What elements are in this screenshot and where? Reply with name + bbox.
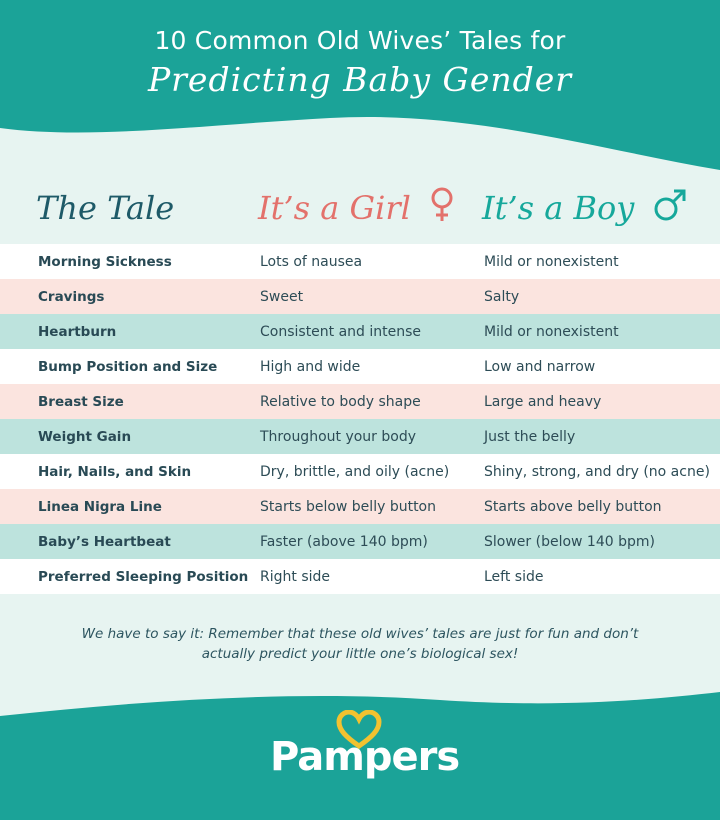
cell-girl: Starts below belly button bbox=[260, 498, 436, 515]
disclaimer bbox=[60, 624, 660, 664]
table-row bbox=[0, 419, 720, 454]
header-tale-label: The Tale bbox=[36, 189, 175, 227]
cell-tale: Heartburn bbox=[38, 323, 117, 340]
cell-boy: Shiny, strong, and dry (no acne) bbox=[484, 463, 710, 480]
header-tale bbox=[36, 186, 174, 230]
cell-boy: Left side bbox=[484, 568, 544, 585]
cell-girl: Dry, brittle, and oily (acne) bbox=[260, 463, 450, 480]
cell-girl: Consistent and intense bbox=[260, 323, 422, 340]
table-row bbox=[0, 349, 720, 384]
table-row bbox=[0, 314, 720, 349]
table-row bbox=[0, 524, 720, 559]
pampers-logo bbox=[270, 704, 460, 804]
cell-tale: Weight Gain bbox=[38, 428, 132, 445]
cell-girl: Throughout your body bbox=[260, 428, 417, 445]
female-symbol-icon bbox=[429, 187, 455, 234]
table-row bbox=[0, 279, 720, 314]
table-row bbox=[0, 384, 720, 419]
logo-text: Pampers bbox=[270, 734, 460, 780]
table-row bbox=[0, 559, 720, 594]
table-row bbox=[0, 454, 720, 489]
cell-boy: Just the belly bbox=[484, 428, 576, 445]
cell-boy: Low and narrow bbox=[484, 358, 596, 375]
cell-boy: Mild or nonexistent bbox=[484, 323, 619, 340]
cell-tale: Baby’s Heartbeat bbox=[38, 533, 171, 550]
cell-boy: Salty bbox=[484, 288, 520, 305]
cell-tale: Hair, Nails, and Skin bbox=[38, 463, 192, 480]
header-girl-label: It’s a Girl bbox=[258, 189, 411, 227]
cell-girl: Lots of nausea bbox=[260, 253, 363, 270]
cell-girl: High and wide bbox=[260, 358, 361, 375]
cell-tale: Preferred Sleeping Position bbox=[38, 568, 249, 585]
disclaimer-line2: actually predict your little one’s biological sex! bbox=[201, 646, 519, 662]
cell-tale: Linea Nigra Line bbox=[38, 498, 162, 515]
cell-tale: Cravings bbox=[38, 288, 105, 305]
cell-boy: Large and heavy bbox=[484, 393, 602, 410]
cell-girl: Sweet bbox=[260, 288, 304, 305]
cell-tale: Breast Size bbox=[38, 393, 124, 410]
header-boy bbox=[482, 186, 687, 233]
cell-tale: Morning Sickness bbox=[38, 253, 172, 270]
cell-girl: Relative to body shape bbox=[260, 393, 421, 410]
disclaimer-line1: We have to say it: Remember that these old wives’ tales are just for fun and don’t bbox=[81, 626, 639, 642]
table-row bbox=[0, 489, 720, 524]
cell-girl: Faster (above 140 bpm) bbox=[260, 533, 428, 550]
title-line1: 10 Common Old Wives’ Tales for bbox=[154, 26, 566, 55]
male-symbol-icon bbox=[653, 188, 687, 233]
tales-table bbox=[0, 244, 720, 594]
table-row bbox=[0, 244, 720, 279]
cell-tale: Bump Position and Size bbox=[38, 358, 218, 375]
cell-boy: Slower (below 140 bpm) bbox=[484, 533, 655, 550]
cell-boy: Mild or nonexistent bbox=[484, 253, 619, 270]
cell-boy: Starts above belly button bbox=[484, 498, 662, 515]
title-line2: Predicting Baby Gender bbox=[147, 60, 573, 99]
header-girl bbox=[258, 186, 455, 234]
cell-girl: Right side bbox=[260, 568, 330, 585]
header-boy-label: It’s a Boy bbox=[482, 189, 635, 227]
